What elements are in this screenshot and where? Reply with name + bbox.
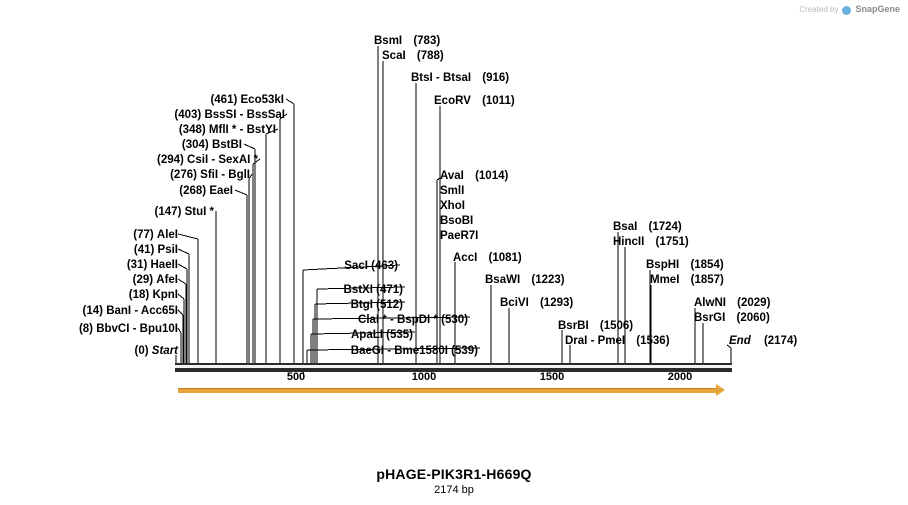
enzyme-pos: (788) (416, 50, 444, 62)
enzyme-name: BtsI - BtsaI (411, 72, 472, 84)
enzyme-pos: (1536) (636, 335, 670, 347)
enzyme-label-bsssi[interactable] (174, 109, 285, 122)
enzyme-pos: (8) (78, 323, 93, 335)
enzyme-name: BaeGI - Bme1580I (350, 345, 448, 357)
snapgene-credit (799, 4, 900, 14)
enzyme-name: BsmI (374, 35, 403, 47)
enzyme-pos: (29) (132, 274, 154, 286)
enzyme-pos: (1724) (648, 221, 682, 233)
enzyme-name: HincII (613, 236, 645, 248)
enzyme-pos: (461) (210, 94, 238, 106)
enzyme-pos: (41) (133, 244, 155, 256)
enzyme-label-scai[interactable] (382, 50, 444, 63)
enzyme-name: KpnI (152, 289, 178, 301)
marker-label-start[interactable] (135, 345, 178, 358)
enzyme-name: BsaWI (485, 274, 521, 286)
enzyme-name: BciVI (500, 297, 529, 309)
enzyme-label-saci[interactable] (344, 260, 398, 273)
enzyme-name: DraI - PmeI (565, 335, 626, 347)
enzyme-pos: (463) (371, 260, 398, 272)
enzyme-pos: (294) (156, 154, 184, 166)
enzyme-label-bani[interactable] (83, 305, 178, 318)
enzyme-pos: (1014) (475, 170, 509, 182)
enzyme-label-alei[interactable] (133, 229, 178, 242)
enzyme-label-bsmi[interactable] (374, 35, 440, 48)
enzyme-label-bsai[interactable] (613, 221, 682, 234)
enzyme-label-xhoi[interactable] (440, 200, 465, 213)
enzyme-pos: (268) (179, 185, 207, 197)
enzyme-pos: (31) (126, 259, 148, 271)
enzyme-name: MflI * - BstYI (208, 124, 276, 136)
enzyme-name: EcoRV (434, 95, 471, 107)
enzyme-name: AlwNI (694, 297, 726, 309)
enzyme-label-bsawi[interactable] (485, 274, 565, 287)
enzyme-label-hincii[interactable] (613, 236, 689, 249)
enzyme-pos: (77) (133, 229, 154, 241)
enzyme-name: BanI - Acc65I (106, 305, 178, 317)
axis-label-1000: 1000 (411, 371, 437, 383)
enzyme-pos: (1293) (539, 297, 574, 309)
marker-name: Start (151, 345, 178, 357)
enzyme-label-acci[interactable] (453, 252, 522, 265)
enzyme-name: XhoI (440, 200, 465, 212)
enzyme-name: BsrGI (694, 312, 726, 324)
enzyme-pos: (1506) (599, 320, 634, 332)
enzyme-pos: (530) (441, 314, 468, 326)
enzyme-pos: (1854) (690, 259, 724, 271)
enzyme-name: BstBI (211, 139, 242, 151)
marker-name: End (729, 335, 751, 347)
enzyme-name: Eco53kI (240, 94, 284, 106)
page-title: pHAGE-PIK3R1-H669Q (376, 466, 532, 482)
enzyme-label-apali[interactable] (351, 329, 413, 342)
enzyme-label-ecorv[interactable] (434, 95, 515, 108)
enzyme-name: StuI * (184, 206, 214, 218)
enzyme-pos: (304) (181, 139, 209, 151)
enzyme-label-bsrbi[interactable] (558, 320, 633, 333)
enzyme-pos: (916) (482, 72, 510, 84)
enzyme-name: MmeI (650, 274, 680, 286)
enzyme-name: BspHI (646, 259, 680, 271)
enzyme-name: EaeI (209, 185, 233, 197)
enzyme-label-psii[interactable] (134, 244, 178, 257)
enzyme-name: SmlI (440, 185, 465, 197)
enzyme-label-bsphi[interactable] (646, 259, 724, 272)
enzyme-pos: (1751) (655, 236, 689, 248)
snapgene-logo-icon (842, 6, 851, 15)
enzyme-label-eaei[interactable] (179, 185, 233, 198)
enzyme-label-btgi[interactable] (351, 299, 403, 312)
credit-brand: SnapGene (855, 4, 900, 14)
enzyme-name: BsrBI (558, 320, 589, 332)
enzyme-pos: (1223) (531, 274, 565, 286)
enzyme-name: AvaI (440, 170, 464, 182)
enzyme-label-stui[interactable] (155, 206, 214, 219)
enzyme-label-alwni[interactable] (694, 297, 770, 310)
enzyme-name: ScaI (382, 50, 406, 62)
enzyme-name: AfeI (156, 274, 178, 286)
enzyme-name: PaeR7I (440, 230, 479, 242)
marker-label-end[interactable] (729, 335, 797, 348)
enzyme-label-haeii[interactable] (127, 259, 178, 272)
enzyme-label-bsrgi[interactable] (694, 312, 770, 325)
enzyme-label-avai[interactable] (440, 170, 508, 183)
enzyme-label-mmei[interactable] (650, 274, 724, 287)
orf-arrow-head[interactable] (716, 384, 725, 396)
enzyme-pos: (1081) (488, 252, 522, 264)
enzyme-name: BsoBI (440, 215, 474, 227)
enzyme-pos: (14) (82, 305, 103, 317)
enzyme-pos: (276) (170, 169, 197, 181)
enzyme-label-btsi[interactable] (411, 72, 509, 85)
enzyme-label-kpni[interactable] (129, 289, 178, 302)
marker-pos: (0) (134, 345, 149, 357)
enzyme-label-clai[interactable] (358, 314, 468, 327)
enzyme-pos: (147) (154, 206, 182, 218)
enzyme-name: HaeII (150, 259, 178, 271)
enzyme-label-csii[interactable] (157, 154, 258, 167)
enzyme-label-bcivi[interactable] (500, 297, 573, 310)
plasmid-length: 2174 bp (434, 484, 474, 496)
enzyme-name: BsaI (613, 221, 638, 233)
enzyme-name: ClaI * - BspDI * (358, 314, 438, 326)
enzyme-name: SacI (344, 260, 368, 272)
enzyme-name: SfiI - BglI (200, 169, 250, 181)
enzyme-label-bstbi[interactable] (182, 139, 242, 152)
enzyme-name: BstXI (343, 284, 373, 296)
sequence-backbone (175, 363, 732, 371)
enzyme-label-bstxi[interactable] (344, 284, 403, 297)
enzyme-label-drai[interactable] (565, 335, 670, 348)
axis-label-2000: 2000 (667, 371, 693, 383)
enzyme-name: AccI (453, 252, 478, 264)
enzyme-pos: (2060) (736, 312, 770, 324)
axis-label-500: 500 (286, 371, 306, 383)
enzyme-pos: (348) (178, 124, 206, 136)
enzyme-label-paer7i[interactable] (440, 230, 478, 243)
enzyme-label-smli[interactable] (440, 185, 464, 198)
enzyme-name: BssSI - BssSaI (204, 109, 285, 121)
enzyme-name: ApaLI (350, 329, 383, 341)
enzyme-pos: (512) (376, 299, 403, 311)
ruler-line (175, 371, 732, 372)
orf-arrow-body[interactable] (178, 388, 716, 393)
enzyme-pos: (403) (174, 109, 202, 121)
enzyme-name: PsiI (157, 244, 178, 256)
enzyme-label-baegi[interactable] (351, 345, 478, 358)
enzyme-name: AleI (156, 229, 178, 241)
enzyme-pos: (1011) (482, 95, 515, 107)
marker-pos: (2174) (763, 335, 798, 347)
enzyme-pos: (539) (451, 345, 478, 357)
enzyme-name: BbvCI - Bpu10I (96, 323, 178, 335)
credit-prefix: Created by (799, 4, 839, 14)
enzyme-label-bbvci[interactable] (79, 323, 178, 336)
enzyme-pos: (535) (386, 329, 413, 341)
enzyme-label-mfli[interactable] (179, 124, 276, 137)
enzyme-label-eco53ki[interactable] (210, 94, 284, 107)
enzyme-name: CsiI - SexAI * (187, 154, 258, 166)
enzyme-pos: (18) (128, 289, 150, 301)
enzyme-name: BtgI (350, 299, 373, 311)
enzyme-pos: (471) (376, 284, 403, 296)
enzyme-pos: (2029) (737, 297, 771, 309)
enzyme-label-bsobi[interactable] (440, 215, 473, 228)
enzyme-pos: (1857) (690, 274, 724, 286)
axis-label-1500: 1500 (539, 371, 565, 383)
enzyme-label-afei[interactable] (133, 274, 178, 287)
enzyme-pos: (783) (413, 35, 441, 47)
enzyme-label-sfii[interactable] (170, 169, 250, 182)
